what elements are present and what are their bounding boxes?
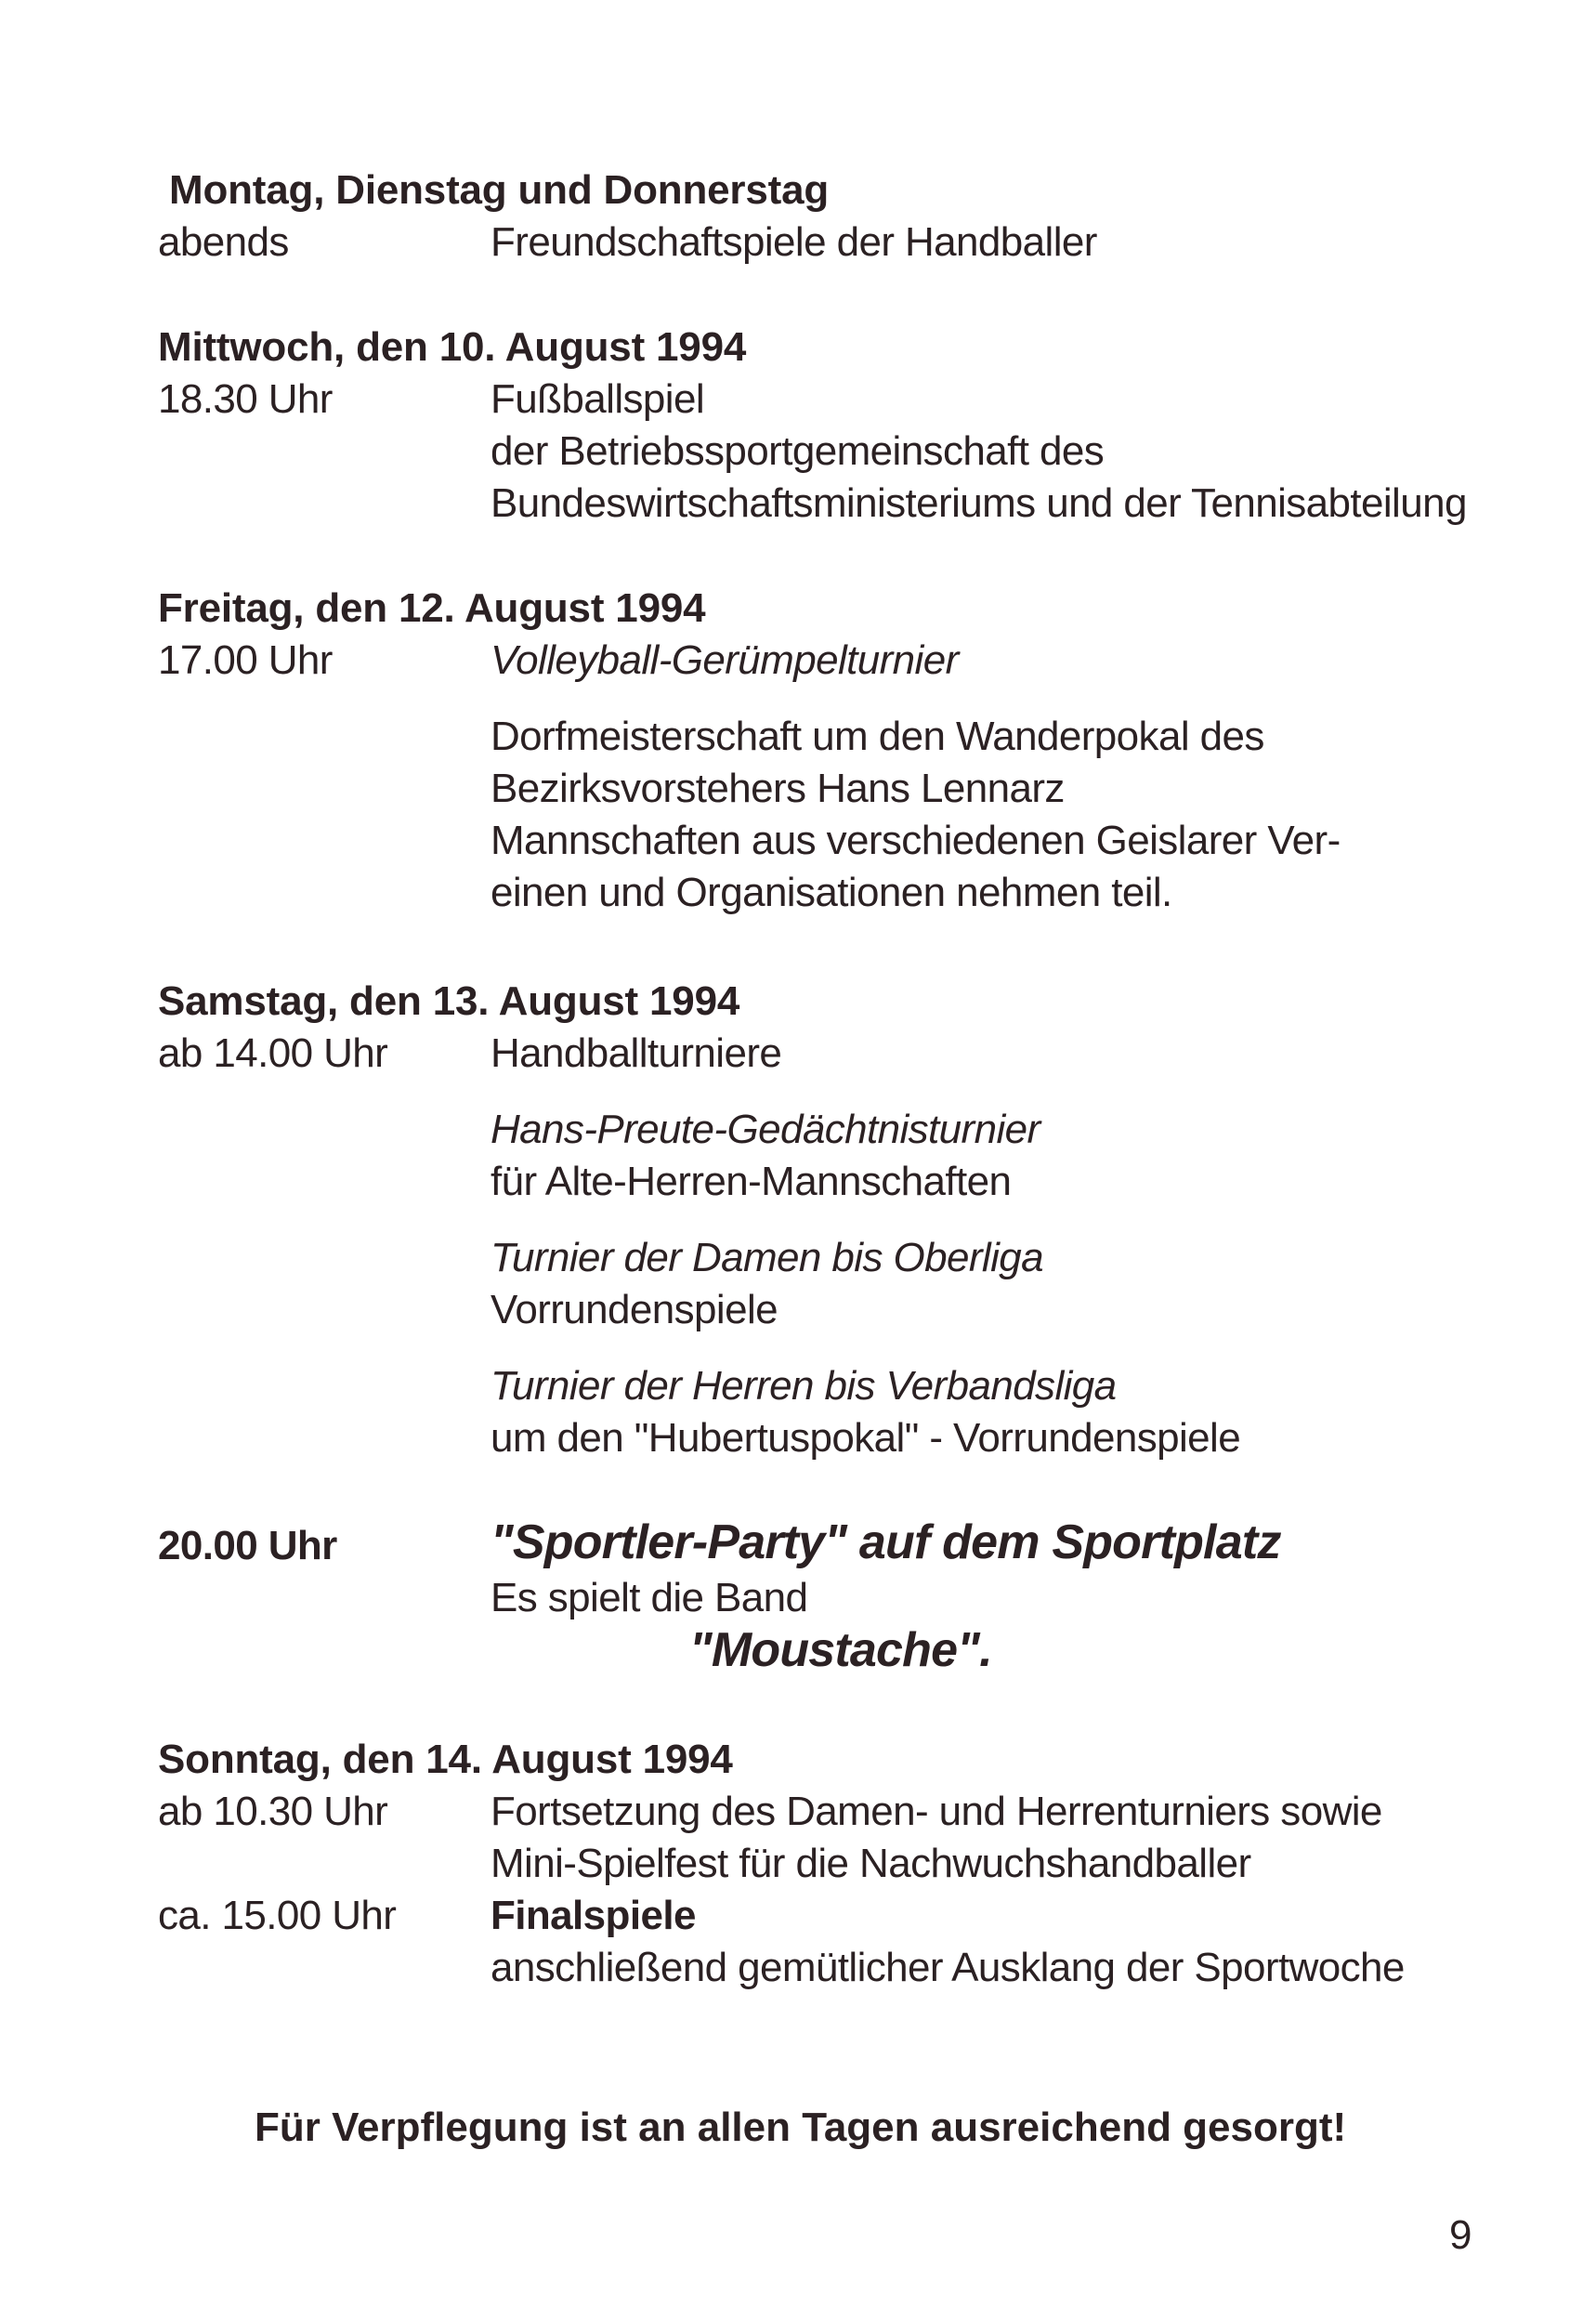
section-heading-friday: Freitag, den 12. August 1994 (158, 585, 706, 631)
event-text: der Betriebssportgemeinschaft des (491, 428, 1105, 474)
tournament-detail: um den "Hubertuspokal" - Vorrundenspiele (491, 1415, 1241, 1461)
party-time: 20.00 Uhr (158, 1523, 337, 1568)
section-heading-wednesday: Mittwoch, den 10. August 1994 (158, 324, 747, 370)
event-title: Finalspiele (491, 1893, 696, 1938)
event-text: Dorfmeisterschaft um den Wanderpokal des (491, 714, 1264, 759)
event-text: Fortsetzung des Damen- und Herrenturniers sowie (491, 1789, 1382, 1834)
event-text: Fußballspiel (491, 376, 705, 422)
section-heading-saturday: Samstag, den 13. August 1994 (158, 978, 740, 1024)
time-label: 17.00 Uhr (158, 637, 333, 683)
event-text: anschließend gemütlicher Ausklang der Sportwoche (491, 1945, 1405, 1990)
section-heading-weekdays: Montag, Dienstag und Donnerstag (169, 167, 830, 213)
event-text: Freundschaftspiele der Handballer (491, 219, 1097, 265)
time-label: ab 14.00 Uhr (158, 1030, 388, 1076)
time-label: abends (158, 219, 289, 265)
tournament-detail: für Alte-Herren-Mannschaften (491, 1159, 1012, 1204)
event-text: Bezirksvorstehers Hans Lennarz (491, 766, 1065, 811)
catering-note: Für Verpflegung ist an allen Tagen ausreichend gesorgt! (255, 2105, 1347, 2150)
event-title: Volleyball-Gerümpelturnier (491, 637, 959, 683)
time-label: 18.30 Uhr (158, 376, 333, 422)
event-text: Handballturniere (491, 1030, 782, 1076)
event-text: Es spielt die Band (491, 1575, 808, 1620)
tournament-detail: Vorrundenspiele (491, 1287, 778, 1332)
event-text: einen und Organisationen nehmen teil. (491, 870, 1172, 915)
tournament-title: Turnier der Herren bis Verbandsliga (491, 1363, 1117, 1409)
section-heading-sunday: Sonntag, den 14. August 1994 (158, 1737, 733, 1782)
time-label: ab 10.30 Uhr (158, 1789, 388, 1834)
tournament-title: Hans-Preute-Gedächtnisturnier (491, 1107, 1040, 1152)
band-name: "Moustache". (689, 1623, 992, 1677)
time-label: ca. 15.00 Uhr (158, 1893, 397, 1938)
page-number: 9 (1449, 2212, 1472, 2258)
party-title: "Sportler-Party" auf dem Sportplatz (491, 1515, 1281, 1569)
event-text: Mannschaften aus verschiedenen Geislarer Ver- (491, 818, 1341, 863)
event-text: Mini-Spielfest für die Nachwuchshandballer (491, 1841, 1251, 1886)
tournament-title: Turnier der Damen bis Oberliga (491, 1235, 1043, 1280)
event-text: Bundeswirtschaftsministeriums und der Tennisabteilung (491, 480, 1467, 526)
